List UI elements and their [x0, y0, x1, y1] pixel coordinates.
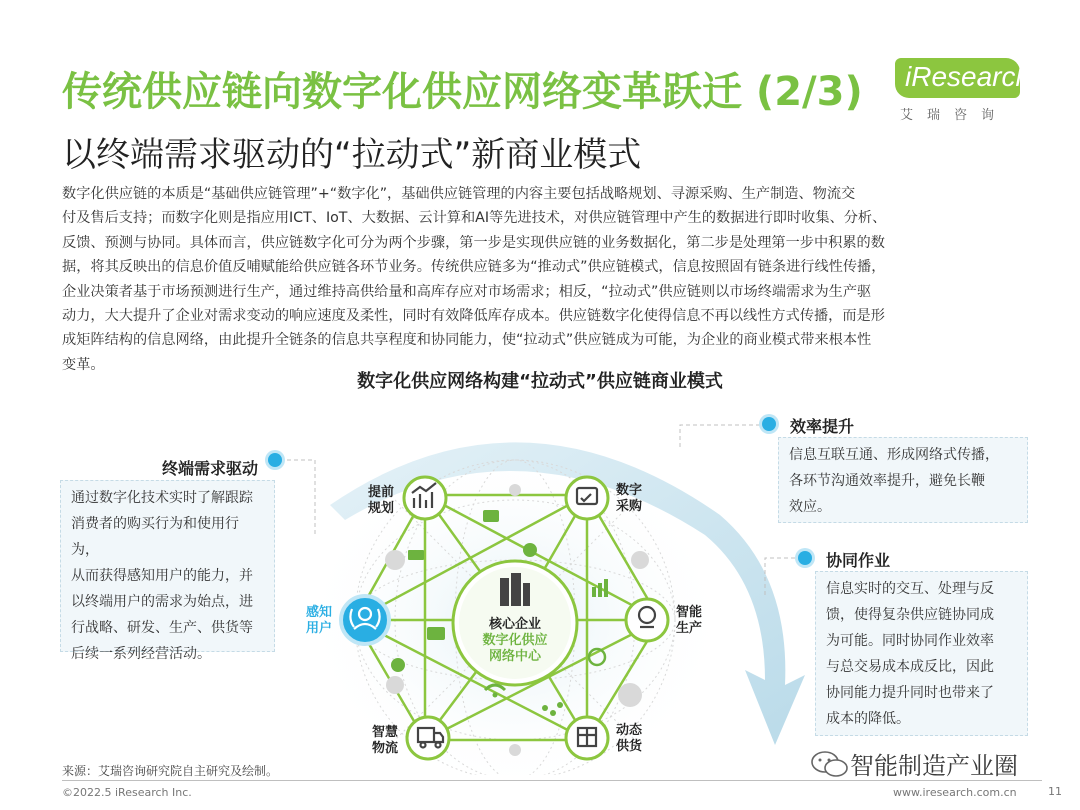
cog-icon	[391, 658, 405, 672]
intro-line: 数字化供应链的本质是“基础供应链管理”+“数字化”，基础供应链管理的内容主要包括战略规划、寻源采购、生产制造、物流交	[62, 186, 856, 202]
logo-cn-text: 艾瑞咨询	[900, 108, 1009, 123]
intro-line: 企业决策者基于市场预测进行生产，通过维持高供给量和高库存应对市场需求；相反，“拉动式”供应链则以市场终端需求为生产驱	[62, 283, 872, 300]
right-bottom-panel-line: 信息实时的交互、处理与反	[826, 581, 994, 597]
intro-line: 反馈、预测与协同。具体而言，供应链数字化可分为两个步骤，第一步是实现供应链的业务数据化，第二步是处理第一步中积累的数	[62, 234, 885, 251]
node-purchase-label-line: 采购	[616, 499, 643, 514]
screen-icon	[427, 627, 445, 640]
node-logistics-label-line: 智慧	[372, 725, 399, 740]
logo-text: iResearch	[905, 61, 1032, 92]
intro-line: 付及售后支持；而数字化则是指应用ICT、IoT、大数据、云计算和AI等先进技术，对供应链管理中产生的数据进行即时收集、分析、	[62, 210, 887, 227]
intro-line: 据，将其反映出的信息价值反哺赋能给供应链各环节业务。传统供应链多为“推动式”供应链模式，信息按照固有链条进行线性传播，	[62, 259, 886, 276]
center-label-3: 网络中心	[488, 649, 541, 664]
node-supply-label	[616, 723, 642, 755]
footer-url[interactable]: www.iresearch.com.cn	[893, 786, 1017, 799]
node-plan-label-line: 规划	[368, 501, 395, 516]
bar-chart-icon	[592, 587, 596, 597]
center-label-2: 数字化供应	[482, 633, 548, 648]
right-top-panel-line: 各环节沟通效率提升，避免长鞭	[789, 473, 985, 489]
left-panel-line: 后续一系列经营活动。	[71, 646, 211, 662]
left-panel-heading: 终端需求驱动	[162, 459, 259, 478]
left-panel-line: 以终端用户的需求为始点，进	[71, 594, 253, 610]
footer-copyright: ©2022.5 iResearch Inc.	[62, 786, 192, 799]
left-panel-line: 从而获得感知用户的能力，并	[71, 568, 253, 584]
node-user-label-line: 感知	[306, 605, 333, 620]
wechat-icon	[810, 749, 850, 779]
users-icon	[523, 543, 537, 557]
left-panel	[60, 480, 275, 662]
watermark-text: 智能制造产业圈	[850, 752, 1018, 780]
iresearch-logo	[895, 58, 1035, 124]
node-supply-label-line: 动态	[616, 723, 643, 738]
node-produce-label-line: 智能	[676, 605, 703, 620]
node-plan-label	[368, 485, 394, 517]
source-note: 来源：艾瑞咨询研究院自主研究及绘制。	[62, 764, 279, 778]
node-logistics-label	[372, 725, 398, 757]
left-panel-line: 通过数字化技术实时了解跟踪	[71, 490, 253, 506]
right-top-panel-line: 信息互联互通、形成网络式传播，	[789, 447, 999, 463]
node-produce-label	[676, 605, 702, 637]
right-bottom-panel-heading: 协同作业	[826, 551, 891, 570]
intro-line: 变革。	[62, 356, 105, 373]
left-panel-dot	[268, 453, 282, 467]
node-user-label-line: 用户	[306, 621, 333, 636]
node-plan-label-line: 提前	[368, 485, 395, 500]
right-top-panel	[778, 437, 1028, 523]
page-subtitle: 以终端需求驱动的“拉动式”新商业模式	[62, 135, 642, 175]
page-title: 传统供应链向数字化供应网络变革跃迁 (2/3)	[62, 69, 863, 115]
node-plan	[404, 477, 446, 519]
right-bottom-panel-dot	[798, 551, 812, 565]
left-panel-line: 消费者的购买行为和使用行为，	[71, 516, 239, 558]
supply-network-diagram	[0, 395, 1080, 775]
right-bottom-panel-line: 协同能力提升同时也带来了	[826, 685, 994, 701]
node-produce	[626, 599, 668, 641]
node-produce-label-line: 生产	[676, 621, 703, 636]
right-top-panel-line: 效应。	[789, 499, 831, 515]
right-bottom-panel-line: 馈，使得复杂供应链协同成	[826, 607, 994, 623]
node-supply-label-line: 供货	[616, 739, 643, 754]
share-icon	[550, 710, 556, 716]
right-bottom-panel-line: 为可能。同时协同作业效率	[826, 633, 994, 649]
left-panel-line: 行战略、研发、生产、供货等	[71, 620, 253, 636]
right-top-panel-heading: 效率提升	[790, 417, 855, 436]
intro-paragraph	[62, 182, 1027, 377]
node-purchase-label	[616, 483, 642, 515]
right-bottom-panel-line: 成本的降低。	[826, 711, 910, 727]
right-bottom-panel-line: 与总交易成本成反比，因此	[826, 659, 994, 675]
right-bottom-panel	[815, 571, 1028, 736]
battery-icon	[408, 550, 424, 560]
node-logistics-label-line: 物流	[372, 741, 399, 756]
folder-icon	[483, 510, 499, 522]
intro-line: 动力，大大提升了企业对需求变动的响应速度及柔性，同时有效降低库存成本。供应链数字化使得信息不再以线性方式传播，而是形	[62, 308, 885, 325]
page-number: 11	[1048, 785, 1062, 798]
watermark	[806, 745, 1046, 781]
right-top-panel-dot	[762, 417, 776, 431]
center-label-1: 核心企业	[488, 617, 541, 632]
node-purchase-label-line: 数字	[616, 483, 643, 498]
node-user-label	[306, 605, 332, 637]
intro-line: 成矩阵结构的信息网络，由此提升全链条的信息共享程度和协同能力，使“拉动式”供应链成为可能，为企业的商业模式带来根本性	[62, 332, 872, 349]
footer-divider	[62, 780, 1042, 781]
diagram-title: 数字化供应网络构建“拉动式”供应链商业模式	[357, 371, 723, 392]
